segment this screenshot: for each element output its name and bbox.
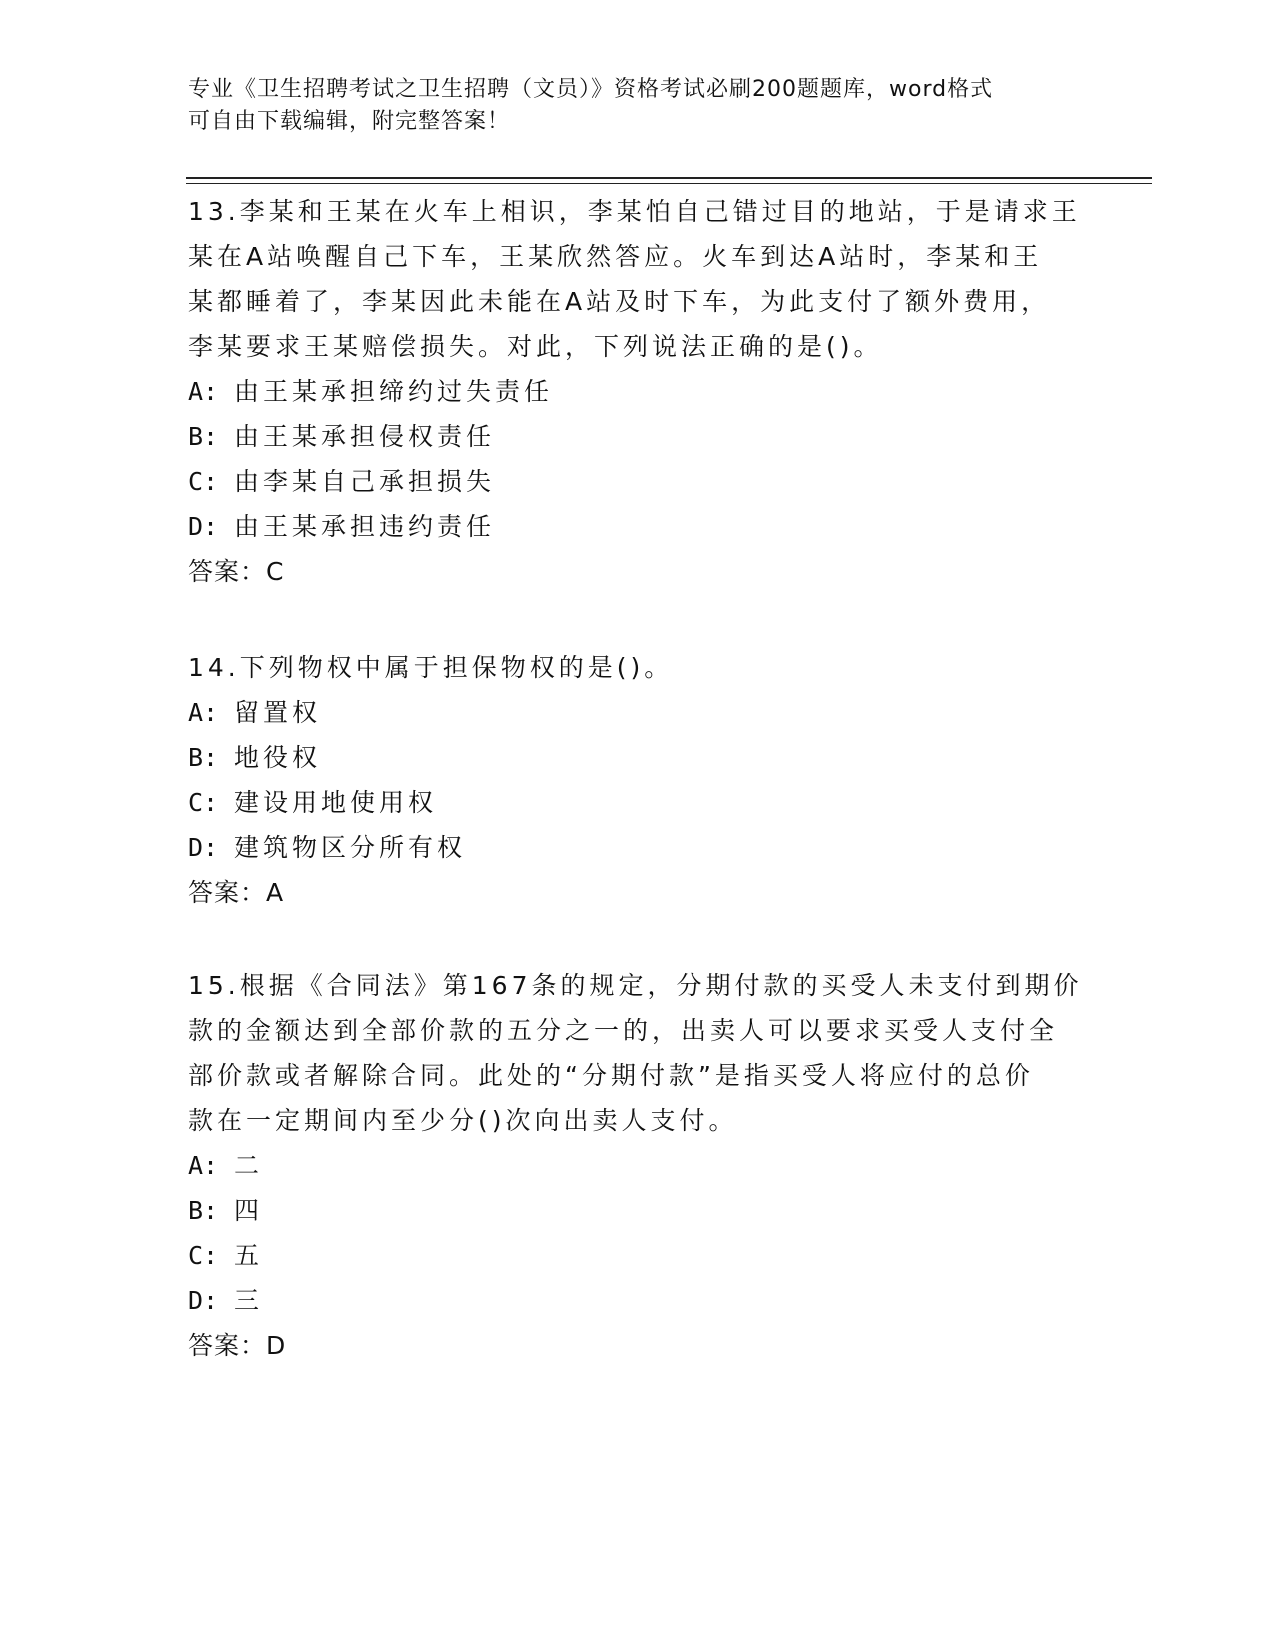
option-letter: C: <box>188 467 219 496</box>
option-text: 地役权 <box>234 743 322 772</box>
option-c <box>188 1233 1088 1278</box>
option-d <box>188 825 1088 870</box>
question-text-line: 某都睡着了，李某因此未能在A站及时下车，为此支付了额外费用， <box>188 287 1051 316</box>
option-text: 留置权 <box>234 698 322 727</box>
option-c <box>188 780 1088 825</box>
option-b <box>188 1188 1088 1233</box>
answer-line: 答案：C <box>188 557 285 586</box>
option-d <box>188 504 1088 549</box>
option-c <box>188 459 1088 504</box>
option-text: 建筑物区分所有权 <box>234 833 467 862</box>
option-letter: A: <box>188 377 219 406</box>
option-text: 由李某自己承担损失 <box>234 467 496 496</box>
option-letter: D: <box>188 1286 219 1315</box>
option-d <box>188 1278 1088 1323</box>
question-14 <box>188 645 1088 915</box>
document-header <box>188 74 1068 138</box>
question-15 <box>188 963 1088 1368</box>
option-text: 四 <box>234 1196 264 1225</box>
option-letter: A: <box>188 1151 219 1180</box>
question-text-line: 14.下列物权中属于担保物权的是()。 <box>188 653 674 682</box>
option-b <box>188 414 1088 459</box>
answer-line: 答案：D <box>188 1331 287 1360</box>
option-text: 三 <box>234 1286 264 1315</box>
option-text: 由王某承担缔约过失责任 <box>234 377 554 406</box>
option-b <box>188 735 1088 780</box>
option-letter: C: <box>188 1241 219 1270</box>
option-text: 二 <box>234 1151 264 1180</box>
header-divider-thin <box>186 183 1152 184</box>
option-text: 建设用地使用权 <box>234 788 438 817</box>
option-text: 五 <box>234 1241 264 1270</box>
answer-line: 答案：A <box>188 878 285 907</box>
option-letter: A: <box>188 698 219 727</box>
option-letter: B: <box>188 422 219 451</box>
question-text-line: 部价款或者解除合同。此处的“分期付款”是指买受人将应付的总价 <box>188 1061 1034 1090</box>
option-a <box>188 690 1088 735</box>
option-letter: B: <box>188 1196 219 1225</box>
option-letter: C: <box>188 788 219 817</box>
question-text-line: 款在一定期间内至少分()次向出卖人支付。 <box>188 1106 738 1135</box>
question-text-line: 15.根据《合同法》第167条的规定，分期付款的买受人未支付到期价 <box>188 971 1083 1000</box>
option-letter: B: <box>188 743 219 772</box>
question-text-line: 款的金额达到全部价款的五分之一的，出卖人可以要求买受人支付全 <box>188 1016 1059 1045</box>
question-13 <box>188 189 1088 594</box>
header-divider-thick <box>186 177 1152 179</box>
header-line-1: 专业《卫生招聘考试之卫生招聘（文员）》资格考试必刷200题题库，word格式 <box>188 77 994 102</box>
option-a <box>188 1143 1088 1188</box>
question-text-line: 李某要求王某赔偿损失。对此，下列说法正确的是()。 <box>188 332 883 361</box>
question-text-line: 某在A站唤醒自己下车，王某欣然答应。火车到达A站时，李某和王 <box>188 242 1043 271</box>
option-letter: D: <box>188 512 219 541</box>
option-letter: D: <box>188 833 219 862</box>
option-text: 由王某承担违约责任 <box>234 512 496 541</box>
question-text-line: 13.李某和王某在火车上相识，李某怕自己错过目的地站，于是请求王 <box>188 197 1081 226</box>
header-line-2: 可自由下载编辑，附完整答案！ <box>188 109 511 134</box>
option-text: 由王某承担侵权责任 <box>234 422 496 451</box>
option-a <box>188 369 1088 414</box>
